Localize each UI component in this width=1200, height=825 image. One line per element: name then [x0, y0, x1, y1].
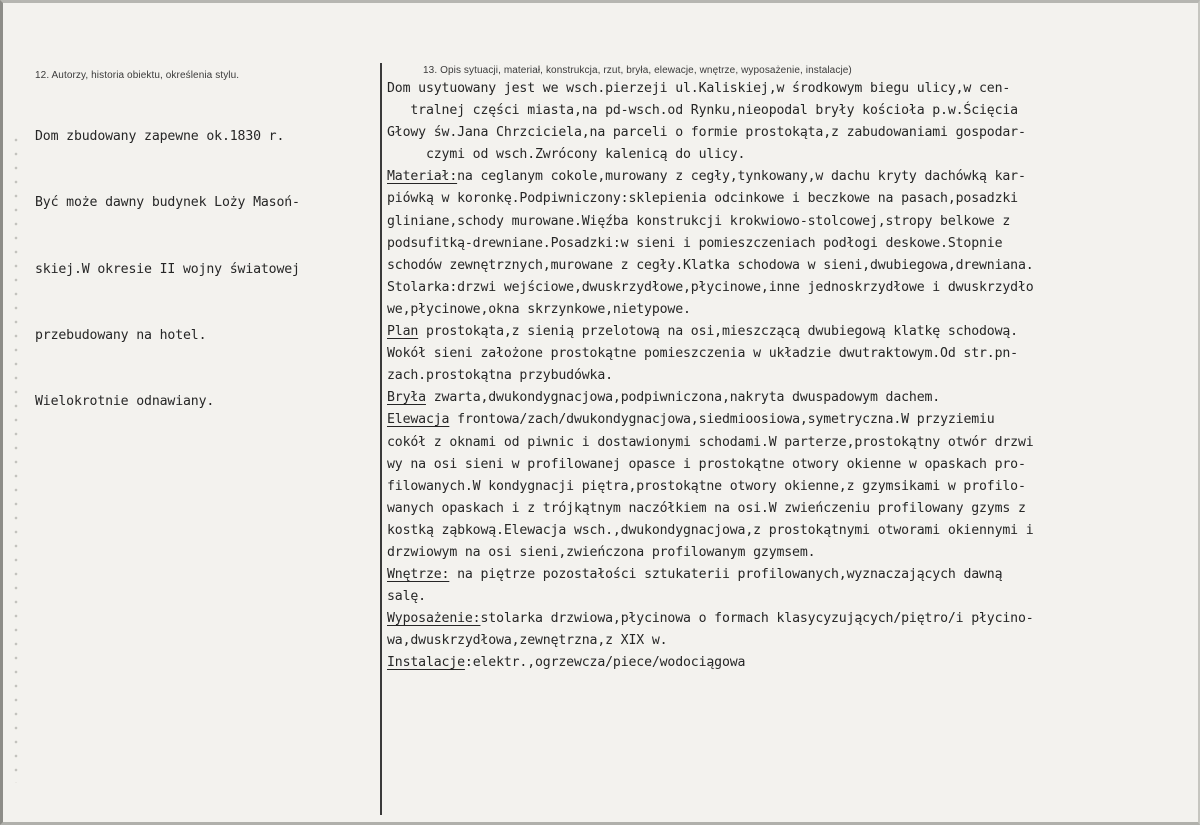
column-divider: [380, 63, 382, 815]
description-line-text: prostokąta,z sienią przelotową na osi,mieszczącą dwubiegową klatkę schodową.: [418, 324, 1018, 340]
description-line-text: cokół z oknami od piwnic i dostawionymi schodami.W parterze,prostokątny otwór drzwi: [387, 434, 1034, 450]
description-line: [387, 432, 1199, 454]
description-column: [387, 65, 1199, 675]
description-line-text: frontowa/zach/dwukondygnacjowa,siedmioosiowa,symetryczna.W przyziemiu: [449, 412, 995, 428]
description-line: [387, 387, 1199, 409]
description-line: [387, 299, 1199, 321]
history-line: Dom zbudowany zapewne ok.1830 r.: [35, 129, 285, 145]
description-line: [387, 365, 1199, 387]
section-label: Elewacja: [387, 412, 450, 428]
history-line: skiej.W okresie II wojny światowej: [35, 261, 300, 277]
description-line: [387, 321, 1199, 343]
description-line: [387, 652, 1199, 674]
description-line: [387, 211, 1199, 233]
description-line-text: tralnej części miasta,na pd-wsch.od Rynku,nieopodal bryły kościoła p.w.Ścięcia: [387, 103, 1018, 119]
description-line-text: zwarta,dwukondygnacjowa,podpiwniczona,nakryta dwuspadowym dachem.: [425, 390, 941, 406]
section-label: Wyposażenie:: [387, 611, 481, 627]
description-line-text: zach.prostokątna przybudówka.: [387, 368, 613, 384]
section-label: Instalacje: [387, 655, 465, 671]
description-line: [387, 255, 1199, 277]
description-line-text: drzwiowym na osi sieni,zwieńczona profilowanym gzymsem.: [387, 544, 816, 560]
description-line: [387, 144, 1199, 166]
description-line-text: wy na osi sieni w profilowanej opasce i prostokątne otwory okienne w opaskach pro-: [387, 456, 1026, 472]
description-line-text: gliniane,schody murowane.Więźba konstrukcji krokwiowo-stolcowej,stropy belkowe z: [387, 213, 1011, 229]
description-line-text: piówką w koronkę.Podpiwniczony:sklepienia odcinkowe i beczkowe na pasach,posadzki: [387, 191, 1018, 207]
description-text: [387, 78, 1199, 675]
description-line: [387, 520, 1199, 542]
description-line: [387, 188, 1199, 210]
description-line-text: Głowy św.Jana Chrzciciela,na parceli o formie prostokąta,z zabudowaniami gospodar-: [387, 125, 1026, 141]
description-line: [387, 498, 1199, 520]
description-line: [387, 343, 1199, 365]
description-line: [387, 586, 1199, 608]
history-line: Wielokrotnie odnawiany.: [35, 394, 215, 410]
description-line: [387, 122, 1199, 144]
description-line-text: wanych opaskach i z trójkątnym naczółkiem na osi.W zwieńczeniu profilowany gzyms z: [387, 500, 1026, 516]
history-line: przebudowany na hotel.: [35, 328, 207, 344]
dotted-margin: [11, 133, 21, 783]
description-line-text: Stolarka:drzwi wejściowe,dwuskrzydłowe,płycinowe,inne jednoskrzydłowe i dwuskrzydło: [387, 279, 1034, 295]
description-line: [387, 608, 1199, 630]
description-line: [387, 78, 1199, 100]
description-line-text: podsufitką-drewniane.Posadzki:w sieni i pomieszczeniach podłogi deskowe.Stopnie: [387, 235, 1003, 251]
description-line-text: we,płycinowe,okna skrzynkowe,nietypowe.: [387, 301, 691, 317]
description-line: [387, 476, 1199, 498]
description-line-text: wa,dwuskrzydłowa,zewnętrzna,z XIX w.: [387, 633, 668, 649]
description-line-text: czymi od wsch.Zwrócony kalenicą do ulicy.: [387, 147, 746, 163]
description-line-text: Dom usytuowany jest we wsch.pierzeji ul.Kaliskiej,w środkowym biegu ulicy,w cen-: [387, 81, 1011, 96]
description-line-text: salę.: [387, 589, 426, 605]
history-header: 12. Autorzy, historia obiektu, określenia stylu.: [35, 70, 240, 81]
description-line: [387, 564, 1199, 586]
description-line: [387, 542, 1199, 564]
description-line-text: filowanych.W kondygnacji piętra,prostokątne otwory okienne,z gzymsikami w profilo-: [387, 478, 1026, 494]
history-text: [35, 82, 373, 458]
section-label: Bryła: [387, 390, 426, 406]
description-line-text: na ceglanym cokole,murowany z cegły,tynkowany,w dachu kryty dachówką kar-: [457, 169, 1026, 185]
description-line: [387, 166, 1199, 188]
description-line: [387, 454, 1199, 476]
description-line-text: stolarka drzwiowa,płycinowa o formach klasycyzujących/piętro/i płycino-: [480, 611, 1034, 627]
description-line-text: kostką ząbkową.Elewacja wsch.,dwukondygnacjowa,z prostokątnymi otworami okiennymi i: [387, 522, 1034, 538]
description-header: 13. Opis sytuacji, materiał, konstrukcja, rzut, bryła, elewacje, wnętrze, wyposażenie, instalacje): [423, 65, 852, 76]
description-line: [387, 409, 1199, 431]
description-line: [387, 233, 1199, 255]
section-label: Materiał:: [387, 169, 458, 185]
section-label: Plan: [387, 324, 419, 340]
description-line: [387, 277, 1199, 299]
description-line-text: Wokół sieni założone prostokątne pomieszczenia w układzie dwutraktowym.Od str.pn-: [387, 346, 1018, 362]
description-line-text: schodów zewnętrznych,murowane z cegły.Klatka schodowa w sieni,dwubiegowa,drewniana.: [387, 257, 1034, 273]
section-label: Wnętrze:: [387, 567, 450, 583]
history-line: Być może dawny budynek Loży Masoń-: [35, 195, 300, 211]
description-line-text: na piętrze pozostałości sztukaterii profilowanych,wyznaczających dawną: [449, 567, 1003, 583]
history-column: [35, 70, 373, 458]
description-line: [387, 630, 1199, 652]
description-line: [387, 100, 1199, 122]
description-line-text: :elektr.,ogrzewcza/piece/wodociągowa: [464, 655, 746, 671]
